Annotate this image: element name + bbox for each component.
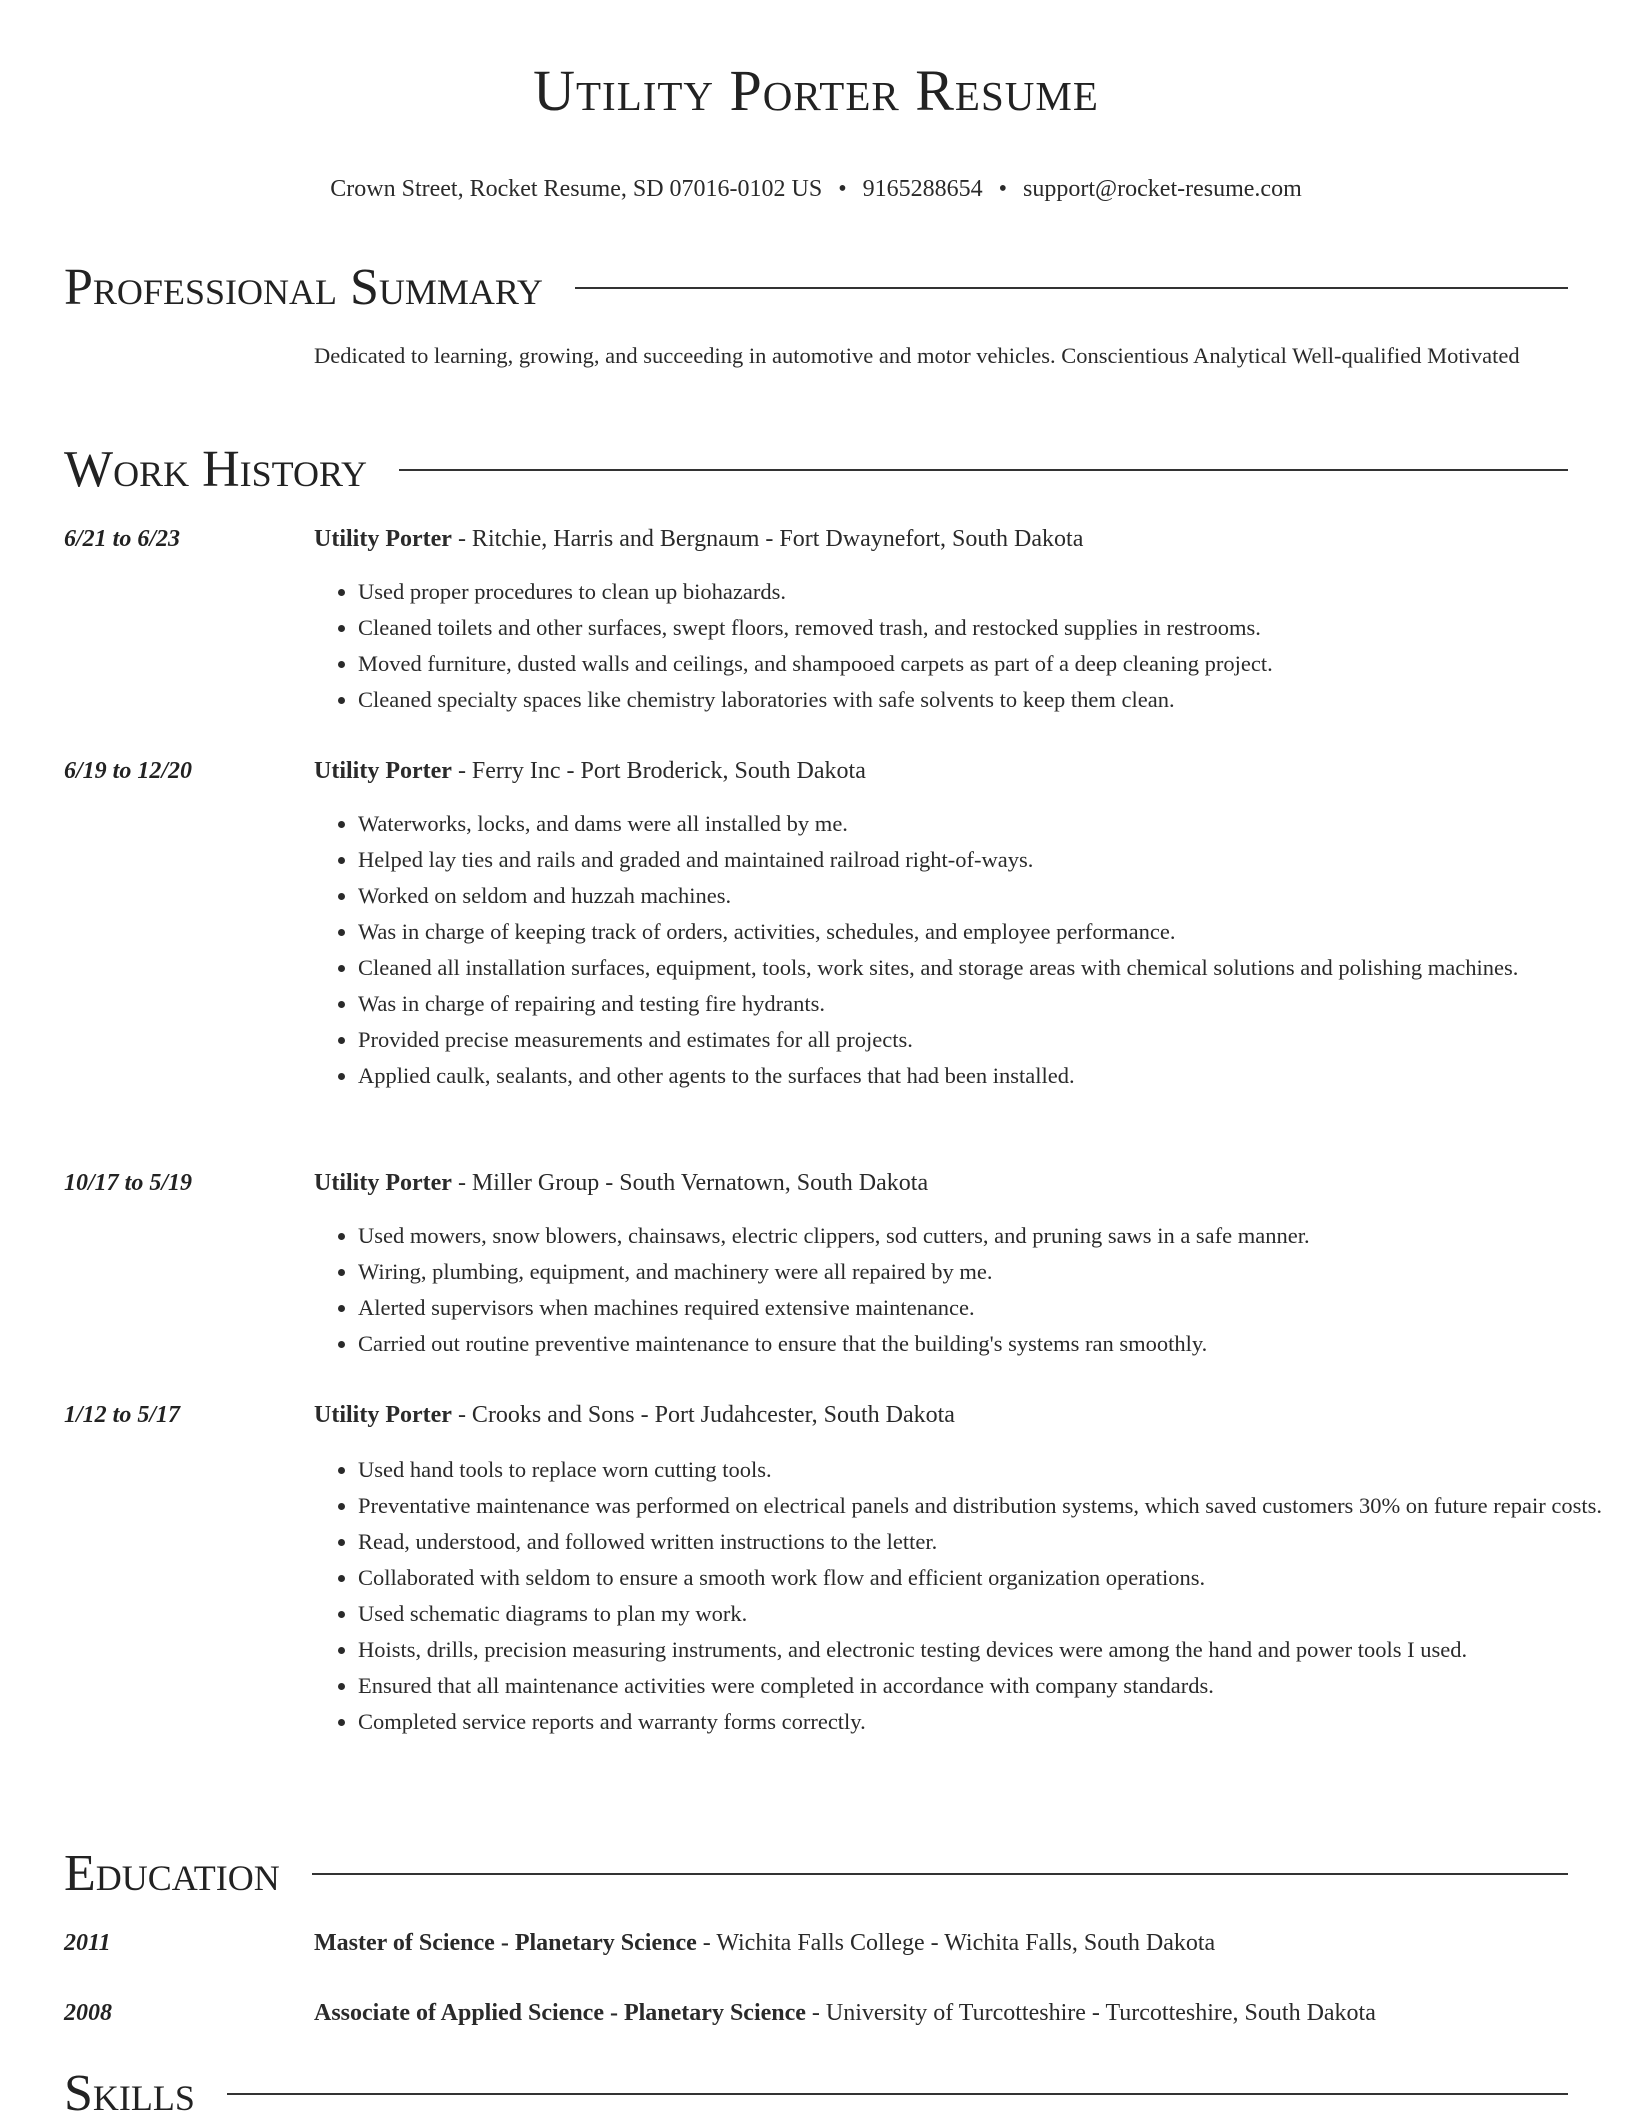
section-divider <box>399 469 1568 471</box>
job-bullets <box>314 806 1612 1094</box>
job-dates: 10/17 to 5/19 <box>64 1170 193 1196</box>
summary-heading: Professional Summary <box>64 259 543 316</box>
job-heading <box>314 758 866 785</box>
job-bullet: • Applied caulk, sealants, and other agents to the surfaces that had been installed. <box>358 1058 1612 1094</box>
education-line <box>314 1930 1215 1957</box>
job-bullet: • Waterworks, locks, and dams were all installed by me. <box>358 806 1612 842</box>
resume-title: Utility Porter Resume <box>533 58 1099 123</box>
skills-section-header <box>64 2065 1568 2122</box>
education-year: 2008 <box>64 2000 112 2026</box>
education-year: 2011 <box>64 1930 111 1956</box>
job-bullet: • Cleaned all installation surfaces, equipment, tools, work sites, and storage areas with chemical solutions and polishing machines. <box>358 950 1612 986</box>
job-bullet: • Carried out routine preventive maintenance to ensure that the building's systems ran smoothly. <box>358 1326 1612 1362</box>
section-divider <box>575 287 1568 289</box>
job-bullet: • Worked on seldom and huzzah machines. <box>358 878 1612 914</box>
summary-section-header <box>64 259 1568 316</box>
job-heading <box>314 1402 955 1429</box>
job-bullet: • Completed service reports and warranty forms correctly. <box>358 1704 1612 1740</box>
job-dates: 6/19 to 12/20 <box>64 758 193 784</box>
job-bullet: • Hoists, drills, precision measuring instruments, and electronic testing devices were among the hand and power tools I used. <box>358 1632 1612 1668</box>
contact-phone: 9165288654 <box>862 176 983 202</box>
job-bullet: • Used schematic diagrams to plan my work. <box>358 1596 1612 1632</box>
work-heading: Work History <box>64 441 368 498</box>
job-bullet: • Read, understood, and followed written instructions to the letter. <box>358 1524 1612 1560</box>
education-heading: Education <box>64 1845 280 1902</box>
education-line <box>314 2000 1376 2027</box>
job-heading <box>314 526 1083 553</box>
job-details: - Miller Group - South Vernatown, South Dakota <box>451 1170 929 1196</box>
summary-text: Dedicated to learning, growing, and succeeding in automotive and motor vehicles. Conscientious Analytical Well-qualified Motivated <box>314 343 1520 368</box>
job-title: Utility Porter <box>314 1402 452 1428</box>
job-bullet: • Was in charge of keeping track of orders, activities, schedules, and employee performance. <box>358 914 1612 950</box>
job-bullet: • Collaborated with seldom to ensure a smooth work flow and efficient organization operations. <box>358 1560 1612 1596</box>
job-bullet: • Alerted supervisors when machines required extensive maintenance. <box>358 1290 1612 1326</box>
job-bullet: • Moved furniture, dusted walls and ceilings, and shampooed carpets as part of a deep cleaning project. <box>358 646 1612 682</box>
education-degree: Master of Science - Planetary Science <box>314 1930 697 1956</box>
job-bullets <box>314 1218 1612 1362</box>
job-bullet: • Cleaned specialty spaces like chemistry laboratories with safe solvents to keep them clean. <box>358 682 1612 718</box>
job-bullets <box>314 1452 1612 1740</box>
job-details: - Ferry Inc - Port Broderick, South Dakota <box>451 758 866 784</box>
work-section-header <box>64 441 1568 498</box>
education-details: - University of Turcotteshire - Turcotteshire, South Dakota <box>805 2000 1376 2026</box>
job-bullet: • Preventative maintenance was performed on electrical panels and distribution systems, which saved customers 30% on future repair costs. <box>358 1488 1612 1524</box>
job-bullets <box>314 574 1612 718</box>
job-title: Utility Porter <box>314 758 452 784</box>
job-bullet: • Ensured that all maintenance activities were completed in accordance with company standards. <box>358 1668 1612 1704</box>
education-details: - Wichita Falls College - Wichita Falls, South Dakota <box>696 1930 1216 1956</box>
contact-separator: • <box>838 176 847 202</box>
job-bullet: • Cleaned toilets and other surfaces, swept floors, removed trash, and restocked supplies in restrooms. <box>358 610 1612 646</box>
job-details: - Ritchie, Harris and Bergnaum - Fort Dwaynefort, South Dakota <box>451 526 1084 552</box>
job-bullet: • Used hand tools to replace worn cutting tools. <box>358 1452 1612 1488</box>
job-bullet: • Provided precise measurements and estimates for all projects. <box>358 1022 1612 1058</box>
job-bullet: • Helped lay ties and rails and graded and maintained railroad right-of-ways. <box>358 842 1612 878</box>
job-bullet: • Wiring, plumbing, equipment, and machinery were all repaired by me. <box>358 1254 1612 1290</box>
job-details: - Crooks and Sons - Port Judahcester, South Dakota <box>451 1402 955 1428</box>
job-dates: 6/21 to 6/23 <box>64 526 181 552</box>
job-title: Utility Porter <box>314 1170 452 1196</box>
skills-heading: Skills <box>64 2065 195 2122</box>
contact-line <box>0 176 1632 203</box>
contact-address: Crown Street, Rocket Resume, SD 07016-0102 US <box>330 176 823 202</box>
contact-separator: • <box>998 176 1008 202</box>
contact-email: support@rocket-resume.com <box>1023 176 1302 202</box>
job-heading <box>314 1170 928 1197</box>
job-dates: 1/12 to 5/17 <box>64 1402 181 1428</box>
job-bullet: • Was in charge of repairing and testing fire hydrants. <box>358 986 1612 1022</box>
job-title: Utility Porter <box>314 526 452 552</box>
education-section-header <box>64 1845 1568 1902</box>
section-divider <box>227 2093 1568 2095</box>
job-bullet: • Used mowers, snow blowers, chainsaws, electric clippers, sod cutters, and pruning saws in a safe manner. <box>358 1218 1612 1254</box>
job-bullet: • Used proper procedures to clean up biohazards. <box>358 574 1612 610</box>
education-degree: Associate of Applied Science - Planetary Science <box>314 2000 806 2026</box>
section-divider <box>312 1873 1568 1875</box>
